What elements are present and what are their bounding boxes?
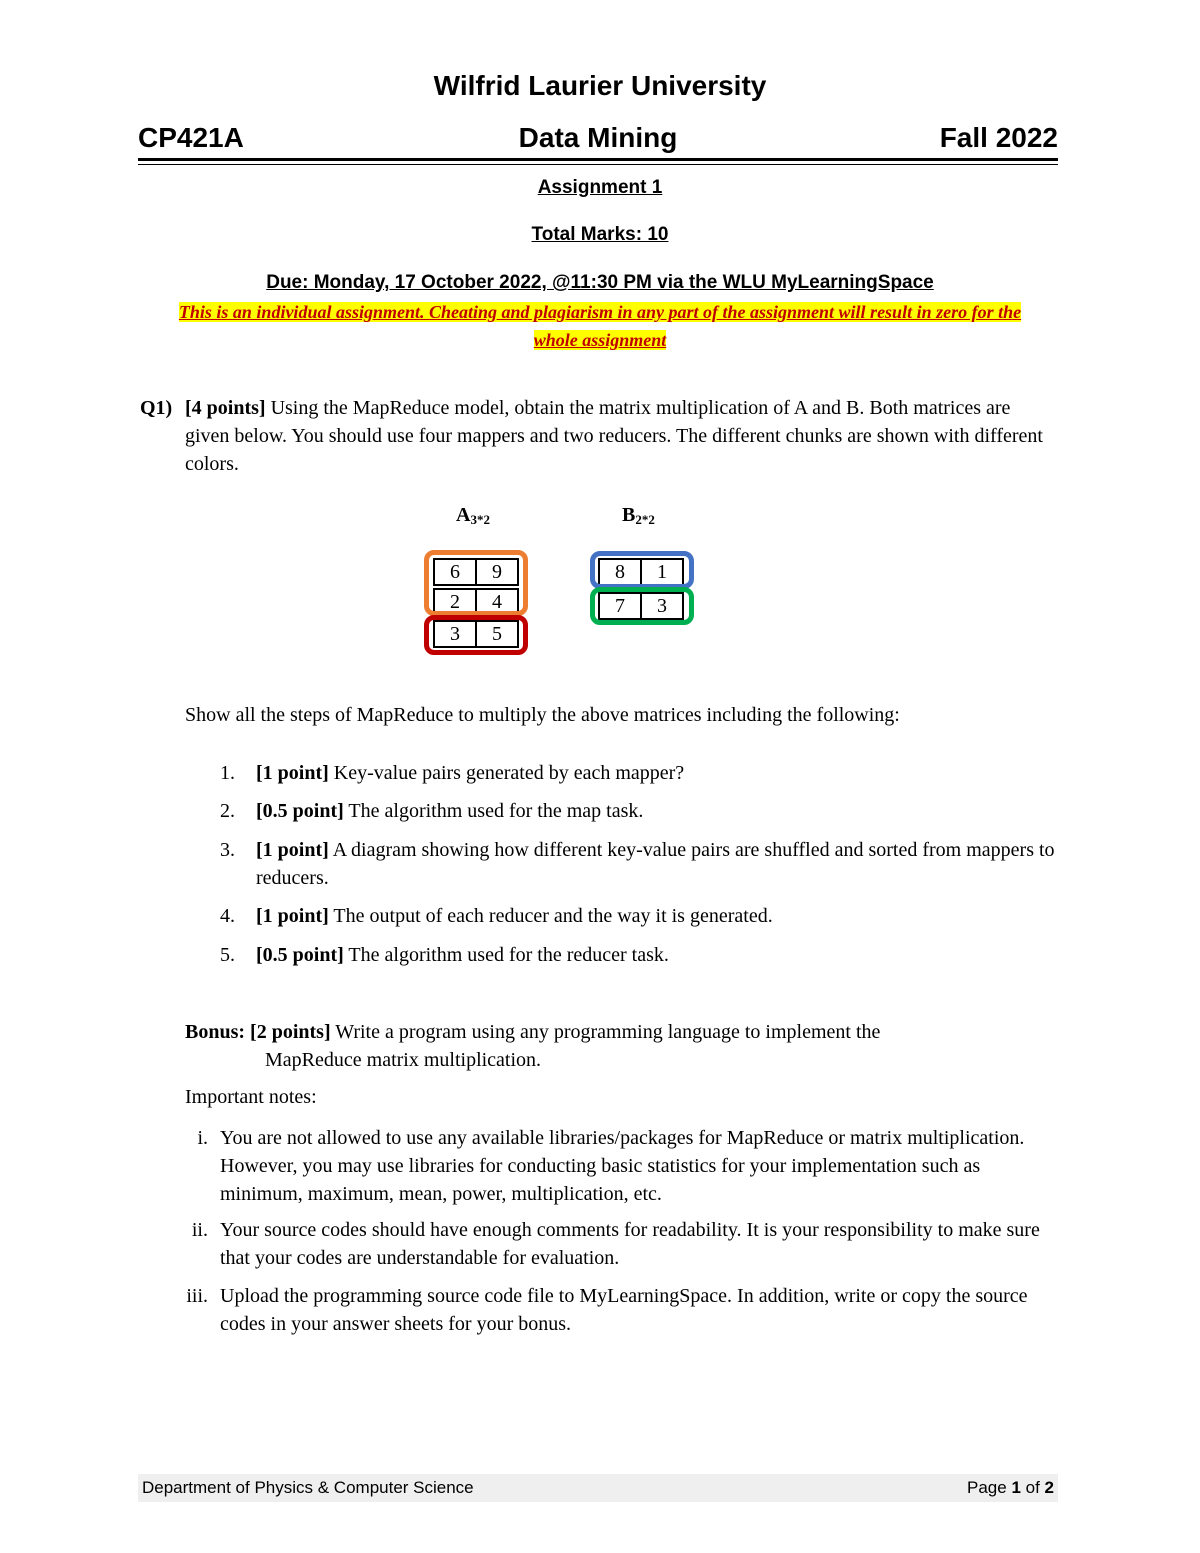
course-term: Fall 2022 — [939, 122, 1058, 153]
integrity-warning — [160, 298, 1040, 354]
step-points: [1 point] — [256, 839, 329, 861]
note-number: ii. — [191, 1219, 208, 1241]
note-number: iii. — [186, 1285, 208, 1307]
footer-page-of: of — [1020, 1478, 1045, 1497]
step-text: Key-value pairs generated by each mapper? — [328, 762, 685, 784]
step-points: [1 point] — [256, 762, 329, 784]
matrix-b-cell: 8 — [598, 558, 642, 586]
course-name: Data Mining — [518, 122, 678, 153]
footer-page-total: 2 — [1044, 1478, 1054, 1497]
footer-page-current: 1 — [1011, 1478, 1021, 1497]
step-points: [0.5 point] — [256, 800, 344, 822]
matrix-a-chunk-rows-1-2 — [424, 550, 528, 616]
matrix-b-cell: 1 — [640, 558, 684, 586]
matrix-a-dims: 3*2 — [470, 512, 490, 527]
matrix-b-title — [622, 504, 655, 527]
step-number: 5. — [220, 944, 235, 966]
matrix-b-chunk-row-2 — [590, 587, 694, 625]
matrix-a-title — [456, 504, 490, 527]
matrix-b-cell: 7 — [598, 592, 642, 620]
bonus-points: [2 points] — [250, 1021, 331, 1043]
important-notes-title: Important notes: — [185, 1086, 317, 1108]
integrity-warning-text: This is an individual assignment. Cheating and plagiarism in any part of the assignment will result in zero for the whole assignment — [178, 302, 1022, 350]
matrix-b-chunk-row-1 — [590, 551, 694, 589]
step-number: 1. — [220, 762, 235, 784]
header-rule-thin — [138, 164, 1058, 165]
matrix-a-cell: 3 — [433, 620, 477, 648]
matrix-a-chunk-row-3 — [424, 615, 528, 655]
matrix-a-cell: 2 — [433, 588, 477, 616]
bonus-question — [185, 1018, 1045, 1074]
step-number: 3. — [220, 839, 235, 861]
assignment-title: Assignment 1 — [537, 177, 663, 198]
step-points: [1 point] — [256, 905, 329, 927]
step-points: [0.5 point] — [256, 944, 344, 966]
bonus-text: Write a program using any programming language to implement the — [330, 1021, 881, 1043]
step-number: 2. — [220, 800, 235, 822]
matrix-b-dims: 2*2 — [635, 512, 655, 527]
question-1-label: Q1) — [140, 397, 173, 419]
bonus-label: Bonus: — [185, 1021, 246, 1043]
header-rule — [138, 158, 1058, 161]
question-1-points: [4 points] — [185, 397, 266, 419]
step-text: A diagram showing how different key-value pairs are shuffled and sorted from mappers to reducers. — [256, 839, 1055, 889]
university-name: Wilfrid Laurier University — [433, 70, 767, 101]
note-text: You are not allowed to use any available libraries/packages for MapReduce or matrix multiplication. However, you may use libraries for conducting basic statistics for your implementation such as minimum, maximum, mean, power, multiplication, etc. — [220, 1127, 1025, 1205]
matrix-a-cell: 9 — [475, 558, 519, 586]
due-date: Due: Monday, 17 October 2022, @11:30 PM via the WLU MyLearningSpace — [266, 272, 934, 293]
note-text: Upload the programming source code file to MyLearningSpace. In addition, write or copy the source codes in your answer sheets for your bonus. — [220, 1285, 1028, 1335]
question-1-text: Using the MapReduce model, obtain the matrix multiplication of A and B. Both matrices are given below. You should use four mappers and two reducers. The different chunks are shown with different colors. — [185, 397, 1043, 475]
note-number: i. — [197, 1127, 208, 1149]
matrix-a-cell: 5 — [475, 620, 519, 648]
footer-page-prefix: Page — [967, 1478, 1012, 1497]
total-marks: Total Marks: 10 — [531, 224, 669, 245]
step-text: The algorithm used for the reducer task. — [343, 944, 669, 966]
page-footer — [138, 1474, 1058, 1502]
matrix-b-cell: 3 — [640, 592, 684, 620]
question-1-body — [185, 394, 1055, 478]
matrix-b-name: B — [622, 504, 636, 526]
matrix-a-cell: 6 — [433, 558, 477, 586]
step-text: The output of each reducer and the way it is generated. — [328, 905, 773, 927]
step-number: 4. — [220, 905, 235, 927]
footer-page-number — [967, 1474, 1054, 1502]
course-code: CP421A — [138, 122, 244, 153]
note-text: Your source codes should have enough comments for readability. It is your responsibility to make sure that your codes are understandable for evaluation. — [220, 1219, 1040, 1269]
steps-intro: Show all the steps of MapReduce to multiply the above matrices including the following: — [185, 704, 900, 726]
step-text: The algorithm used for the map task. — [343, 800, 644, 822]
footer-department: Department of Physics & Computer Science — [142, 1478, 474, 1497]
matrix-a-cell: 4 — [475, 588, 519, 616]
course-header-row — [138, 122, 1058, 158]
bonus-text-continued: MapReduce matrix multiplication. — [265, 1049, 542, 1071]
matrix-a-name: A — [456, 504, 471, 526]
